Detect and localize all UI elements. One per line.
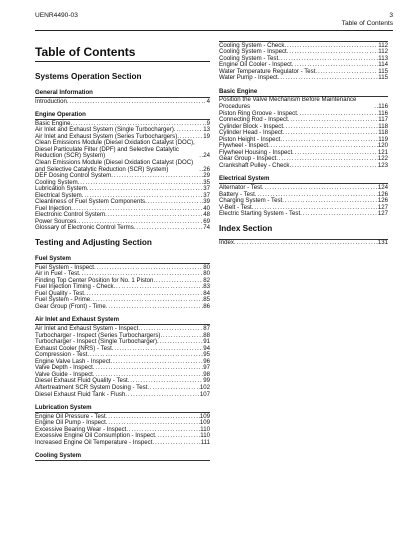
toc-entry[interactable] bbox=[219, 211, 388, 218]
entry-page: 112 bbox=[378, 48, 388, 56]
entry-page: 19 bbox=[203, 132, 210, 140]
entry-title: Fuel System - Inspect bbox=[35, 263, 94, 271]
document-id: UENR4490-03 bbox=[35, 12, 78, 19]
entry-page: 24 bbox=[203, 152, 210, 160]
dot-leader bbox=[152, 440, 200, 447]
entry-title: Fuel System - Prime bbox=[35, 296, 91, 304]
entry-title: Cooling System bbox=[35, 178, 78, 186]
dot-leader bbox=[300, 211, 378, 218]
entry-page: 111 bbox=[200, 438, 210, 446]
toc-entry[interactable] bbox=[35, 225, 210, 232]
entry-page: 124 bbox=[377, 184, 388, 192]
group-rule bbox=[35, 460, 210, 461]
entry-title: Aftertreatment SCR System Dosing - Test bbox=[35, 383, 148, 391]
index-group bbox=[219, 239, 388, 247]
entry-title: Water Temperature Regulator - Test bbox=[219, 67, 316, 75]
toc-entry[interactable] bbox=[35, 440, 210, 447]
entry-title: Cleanliness of Fuel System Components bbox=[35, 198, 146, 206]
entry-title: Water Pump - Inspect bbox=[219, 74, 278, 82]
entry-title: Turbocharger - Inspect (Series Turbochargers) bbox=[35, 331, 161, 339]
entry-title: Electric Starting System - Test bbox=[219, 210, 301, 218]
entry-page: 37 bbox=[203, 185, 210, 193]
entry-title: Crankshaft Pulley - Check bbox=[219, 161, 290, 169]
toc-group bbox=[219, 175, 388, 217]
group-title: Lubrication System bbox=[35, 404, 92, 412]
toc-entry[interactable] bbox=[35, 392, 210, 399]
entry-page: 127 bbox=[377, 210, 388, 218]
entry-title: V-Belt - Test bbox=[219, 203, 252, 211]
entry-title: Alternator - Test bbox=[219, 184, 262, 192]
toc-entry[interactable] bbox=[35, 304, 210, 311]
entry-title: Diesel Exhaust Fluid Quality - Test bbox=[35, 377, 128, 385]
left-column bbox=[35, 40, 210, 467]
toc-group bbox=[35, 452, 210, 461]
entry-page: 99 bbox=[203, 377, 210, 385]
group-title: Air Inlet and Exhaust System bbox=[35, 316, 119, 324]
entry-page: 48 bbox=[203, 211, 210, 219]
toc-group bbox=[35, 316, 210, 398]
entry-page: 96 bbox=[203, 357, 210, 365]
entry-page: 35 bbox=[203, 178, 210, 186]
entry-page: 109 bbox=[199, 412, 210, 420]
entry-page: 94 bbox=[203, 344, 210, 352]
entry-title: Fuel Injection bbox=[35, 204, 72, 212]
group-title: Basic Engine bbox=[219, 87, 258, 95]
toc-entry[interactable] bbox=[35, 140, 210, 160]
entry-title: DEF Dosing Control System bbox=[35, 172, 112, 180]
entry-page: 88 bbox=[203, 331, 210, 339]
dot-leader bbox=[234, 240, 378, 247]
entry-page: 118 bbox=[378, 122, 388, 130]
entry-page: 4 bbox=[206, 97, 210, 105]
group-title: Fuel System bbox=[35, 255, 71, 263]
entry-title: Cooling System - Inspect bbox=[219, 48, 287, 56]
section-title: Systems Operation Section bbox=[35, 72, 142, 81]
entry-title: Cylinder Block - Inspect bbox=[219, 122, 284, 130]
entry-page: 82 bbox=[203, 276, 210, 284]
entry-page: 126 bbox=[377, 197, 388, 205]
entry-page: 116 bbox=[378, 109, 388, 117]
entry-page: 121 bbox=[377, 148, 388, 156]
page-number: 3 bbox=[389, 12, 393, 19]
entry-title: Piston Height - Inspect bbox=[219, 135, 281, 143]
entry-title: Fuel Quality - Test bbox=[35, 289, 84, 297]
entry-page: 118 bbox=[378, 129, 388, 137]
entry-title: Increased Engine Oil Temperature - Inspect bbox=[35, 438, 153, 446]
toc-entry[interactable] bbox=[219, 240, 388, 247]
entry-page: 131 bbox=[377, 239, 388, 247]
entry-page: 86 bbox=[203, 302, 210, 310]
entry-title: Turbocharger - Inspect (Single Turbocharger) bbox=[35, 338, 158, 346]
entry-title: Engine Oil Pump - Inspect bbox=[35, 419, 106, 427]
toc-group bbox=[35, 255, 210, 310]
entry-page: 95 bbox=[203, 351, 210, 359]
entry-page: 9 bbox=[206, 119, 210, 127]
entry-title: Flywheel - Inspect bbox=[219, 142, 269, 150]
dot-leader bbox=[106, 304, 203, 311]
entry-page: 116 bbox=[378, 103, 388, 111]
entry-page: 84 bbox=[203, 289, 210, 297]
entry-title: Exhaust Cooler (NRS) - Test bbox=[35, 344, 112, 352]
entry-page: 127 bbox=[377, 203, 388, 211]
page-header-right bbox=[342, 12, 393, 28]
toc-entry[interactable] bbox=[35, 99, 210, 106]
entry-title: Valve Guide - Inspect bbox=[35, 370, 93, 378]
section-title: Index Section bbox=[219, 223, 273, 233]
entry-page: 39 bbox=[203, 198, 210, 206]
toc-group bbox=[35, 89, 210, 105]
entry-page: 113 bbox=[378, 54, 388, 62]
entry-page: 122 bbox=[377, 155, 388, 163]
entry-title: Valve Depth - Inspect bbox=[35, 364, 93, 372]
entry-page: 37 bbox=[203, 191, 210, 199]
entry-page: 13 bbox=[203, 126, 210, 134]
entry-page: 97 bbox=[203, 364, 210, 372]
toc-entry[interactable] bbox=[219, 75, 388, 82]
group-title: Engine Operation bbox=[35, 111, 86, 119]
entry-title: Clean Emissions Module (Diesel Oxidation Catalyst (DOC), Diesel Particulate Filter (DPF) and Selective Catalytic Reduction (SCR) System) bbox=[35, 139, 195, 160]
dot-leader bbox=[289, 163, 377, 170]
entry-title: Introduction bbox=[35, 97, 67, 105]
title-rule bbox=[35, 61, 210, 62]
entry-page: 29 bbox=[203, 172, 210, 180]
entry-page: 80 bbox=[203, 270, 210, 278]
dot-leader bbox=[67, 99, 207, 106]
entry-title: Air in Fuel - Test bbox=[35, 270, 79, 278]
entry-title: Fuel Injection Timing - Check bbox=[35, 283, 114, 291]
entry-page: 112 bbox=[378, 41, 388, 49]
entry-title: Gear Group - Inspect bbox=[219, 155, 277, 163]
entry-title: Clean Emissions Module (Diesel Oxidation Catalyst (DOC) and Selective Catalytic Reduction (SCR) System) bbox=[35, 159, 194, 173]
group-title: Cooling System bbox=[35, 452, 82, 460]
entry-title: Cooling System - Check bbox=[219, 41, 285, 49]
toc-entry[interactable] bbox=[219, 97, 388, 110]
entry-page: 120 bbox=[377, 142, 388, 150]
running-title: Table of Contents bbox=[341, 20, 393, 27]
entry-title: Lubrication System bbox=[35, 185, 87, 193]
toc-entry[interactable] bbox=[219, 163, 388, 170]
entry-page: 87 bbox=[203, 325, 210, 333]
entry-page: 83 bbox=[203, 283, 210, 291]
entry-title: Engine Valve Lash - Inspect bbox=[35, 357, 111, 365]
toc-group bbox=[219, 88, 388, 170]
dot-leader bbox=[134, 225, 203, 232]
entry-title: Engine Oil Cooler - Inspect bbox=[219, 61, 292, 69]
dot-leader bbox=[125, 392, 200, 399]
entry-title: Excessive Engine Oil Consumption - Inspect bbox=[35, 432, 155, 440]
entry-page: 69 bbox=[203, 217, 210, 225]
entry-title: Cylinder Head - Inspect bbox=[219, 129, 283, 137]
right-column bbox=[219, 40, 388, 253]
continued-cooling-entries bbox=[219, 41, 388, 82]
entry-title: Air Inlet and Exhaust System (Series Turbochargers) bbox=[35, 132, 178, 140]
entry-title: Index bbox=[219, 239, 234, 247]
toc-group bbox=[35, 404, 210, 446]
entry-page: 110 bbox=[200, 432, 210, 440]
entry-title: Air Inlet and Exhaust System - Inspect bbox=[35, 325, 139, 333]
entry-title: Power Sources bbox=[35, 217, 77, 225]
toc-group bbox=[35, 111, 210, 232]
entry-title: Basic Engine bbox=[35, 119, 71, 127]
entry-page: 119 bbox=[378, 135, 388, 143]
entry-title: Cooling System - Test bbox=[219, 54, 279, 62]
entry-title: Connecting Rod - Inspect bbox=[219, 116, 288, 124]
group-title: Electrical System bbox=[219, 175, 270, 183]
entry-title: Flywheel Housing - Inspect bbox=[219, 148, 293, 156]
entry-title: Diesel Exhaust Fluid Tank - Flush bbox=[35, 390, 126, 398]
entry-page: 109 bbox=[199, 419, 210, 427]
dot-leader bbox=[278, 75, 379, 82]
entry-page: 74 bbox=[203, 224, 210, 232]
entry-page: 26 bbox=[203, 165, 210, 173]
entry-page: 110 bbox=[200, 425, 210, 433]
entry-title: Gear Group (Front) - Time bbox=[35, 302, 106, 310]
entry-page: 114 bbox=[378, 61, 388, 69]
entry-title: Position the Valve Mechanism Before Maintenance Procedures bbox=[219, 96, 357, 111]
entry-page: 117 bbox=[378, 116, 388, 124]
entry-page: 115 bbox=[378, 67, 388, 75]
entry-page: 107 bbox=[199, 390, 210, 398]
entry-page: 126 bbox=[377, 190, 388, 198]
entry-title: Finding Top Center Position for No. 1 Piston bbox=[35, 276, 154, 284]
entry-title: Piston Ring Groove - Inspect bbox=[219, 109, 297, 117]
entry-page: 123 bbox=[377, 161, 388, 169]
entry-title: Excessive Bearing Wear - Inspect bbox=[35, 425, 127, 433]
page-title: Table of Contents bbox=[35, 45, 136, 59]
entry-title: Engine Oil Pressure - Test bbox=[35, 412, 106, 420]
entry-title: Air Inlet and Exhaust System (Single Turbocharger) bbox=[35, 126, 174, 134]
entry-page: 80 bbox=[203, 263, 210, 271]
group-title: General Information bbox=[35, 89, 93, 96]
entry-page: 40 bbox=[203, 204, 210, 212]
entry-page: 85 bbox=[203, 296, 210, 304]
entry-title: Battery - Test bbox=[219, 190, 255, 198]
header-rule bbox=[35, 30, 393, 31]
entry-page: 102 bbox=[199, 383, 210, 391]
entry-title: Electrical System bbox=[35, 191, 82, 199]
entry-title: Compression - Test bbox=[35, 351, 88, 359]
entry-title: Charging System - Test bbox=[219, 197, 283, 205]
section-title: Testing and Adjusting Section bbox=[35, 238, 152, 248]
entry-page: 115 bbox=[378, 74, 388, 82]
entry-title: Electronic Control System bbox=[35, 211, 106, 219]
entry-title: Glossary of Electronic Control Terms bbox=[35, 224, 134, 232]
entry-page: 91 bbox=[203, 338, 210, 346]
entry-page: 98 bbox=[203, 370, 210, 378]
